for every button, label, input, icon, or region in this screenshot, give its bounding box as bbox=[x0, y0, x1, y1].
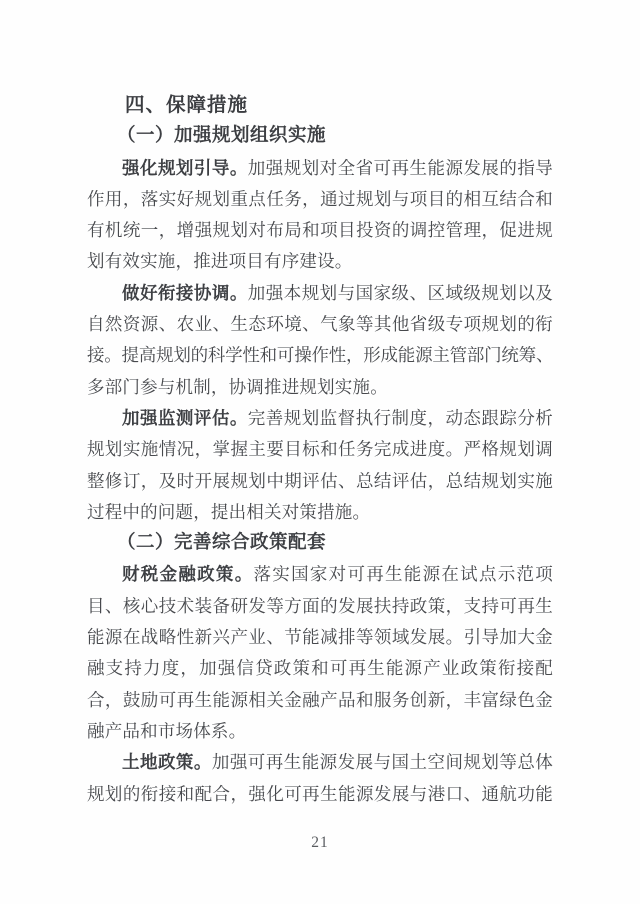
subsection-heading: （一）加强规划组织实施 bbox=[117, 126, 327, 147]
section-heading: 四、保障措施 bbox=[125, 94, 249, 116]
text-line: 接。提高规划的科学性和可操作性，形成能源主管部门统筹、 bbox=[87, 345, 553, 366]
text-line: 作用，落实好规划重点任务，通过规划与项目的相互结合和 bbox=[87, 188, 553, 209]
paragraph-lead-phrase: 强化规划引导。 bbox=[122, 157, 248, 178]
document-body bbox=[87, 90, 553, 810]
paragraph-lead-phrase: 加强监测评估。 bbox=[122, 407, 248, 428]
text-line: 规划的衔接和配合，强化可再生能源发展与港口、通航功能 bbox=[87, 783, 553, 804]
text-line: 有机统一，增强规划对布局和项目投资的调控管理，促进规 bbox=[87, 220, 553, 241]
text-line: 整修订，及时开展规划中期评估、总结评估，总结规划实施 bbox=[87, 470, 553, 491]
paragraph-last-line: 划有效实施，推进项目有序建设。 bbox=[87, 251, 353, 272]
text-line: 自然资源、农业、生态环境、气象等其他省级专项规划的衔 bbox=[87, 314, 553, 335]
text-line: 能源在战略性新兴产业、节能减排等领域发展。引导加大金 bbox=[87, 627, 553, 648]
paragraph-lead-phrase: 土地政策。 bbox=[122, 752, 212, 773]
paragraph-lead-phrase: 财税金融政策。 bbox=[122, 564, 254, 585]
text-line: 合，鼓励可再生能源相关金融产品和服务创新，丰富绿色金 bbox=[87, 689, 553, 710]
paragraph-lead-phrase: 做好衔接协调。 bbox=[122, 282, 248, 303]
paragraph-last-line: 过程中的问题，提出相关对策措施。 bbox=[87, 501, 371, 522]
paragraph-first-line: 财税金融政策。落实国家对可再生能源在试点示范项 bbox=[122, 564, 554, 585]
paragraph-last-line: 融产品和市场体系。 bbox=[87, 720, 247, 741]
text-line: 目、核心技术装备研发等方面的发展扶持政策，支持可再生 bbox=[87, 595, 553, 616]
text-line: 融支持力度，加强信贷政策和可再生能源产业政策衔接配 bbox=[87, 658, 553, 679]
paragraph-first-line: 土地政策。加强可再生能源发展与国土空间规划等总体 bbox=[122, 752, 554, 773]
paragraph-first-line: 做好衔接协调。加强本规划与国家级、区域级规划以及 bbox=[122, 282, 553, 303]
paragraph-first-line: 加强监测评估。完善规划监督执行制度，动态跟踪分析 bbox=[122, 407, 553, 428]
subsection-heading: （二）完善综合政策配套 bbox=[117, 533, 327, 554]
paragraph-last-line: 多部门参与机制，协调推进规划实施。 bbox=[87, 376, 388, 397]
paragraph-first-line: 强化规划引导。加强规划对全省可再生能源发展的指导 bbox=[122, 157, 553, 178]
text-line: 规划实施情况，掌握主要目标和任务完成进度。严格规划调 bbox=[87, 439, 553, 460]
page-number: 21 bbox=[311, 834, 329, 851]
